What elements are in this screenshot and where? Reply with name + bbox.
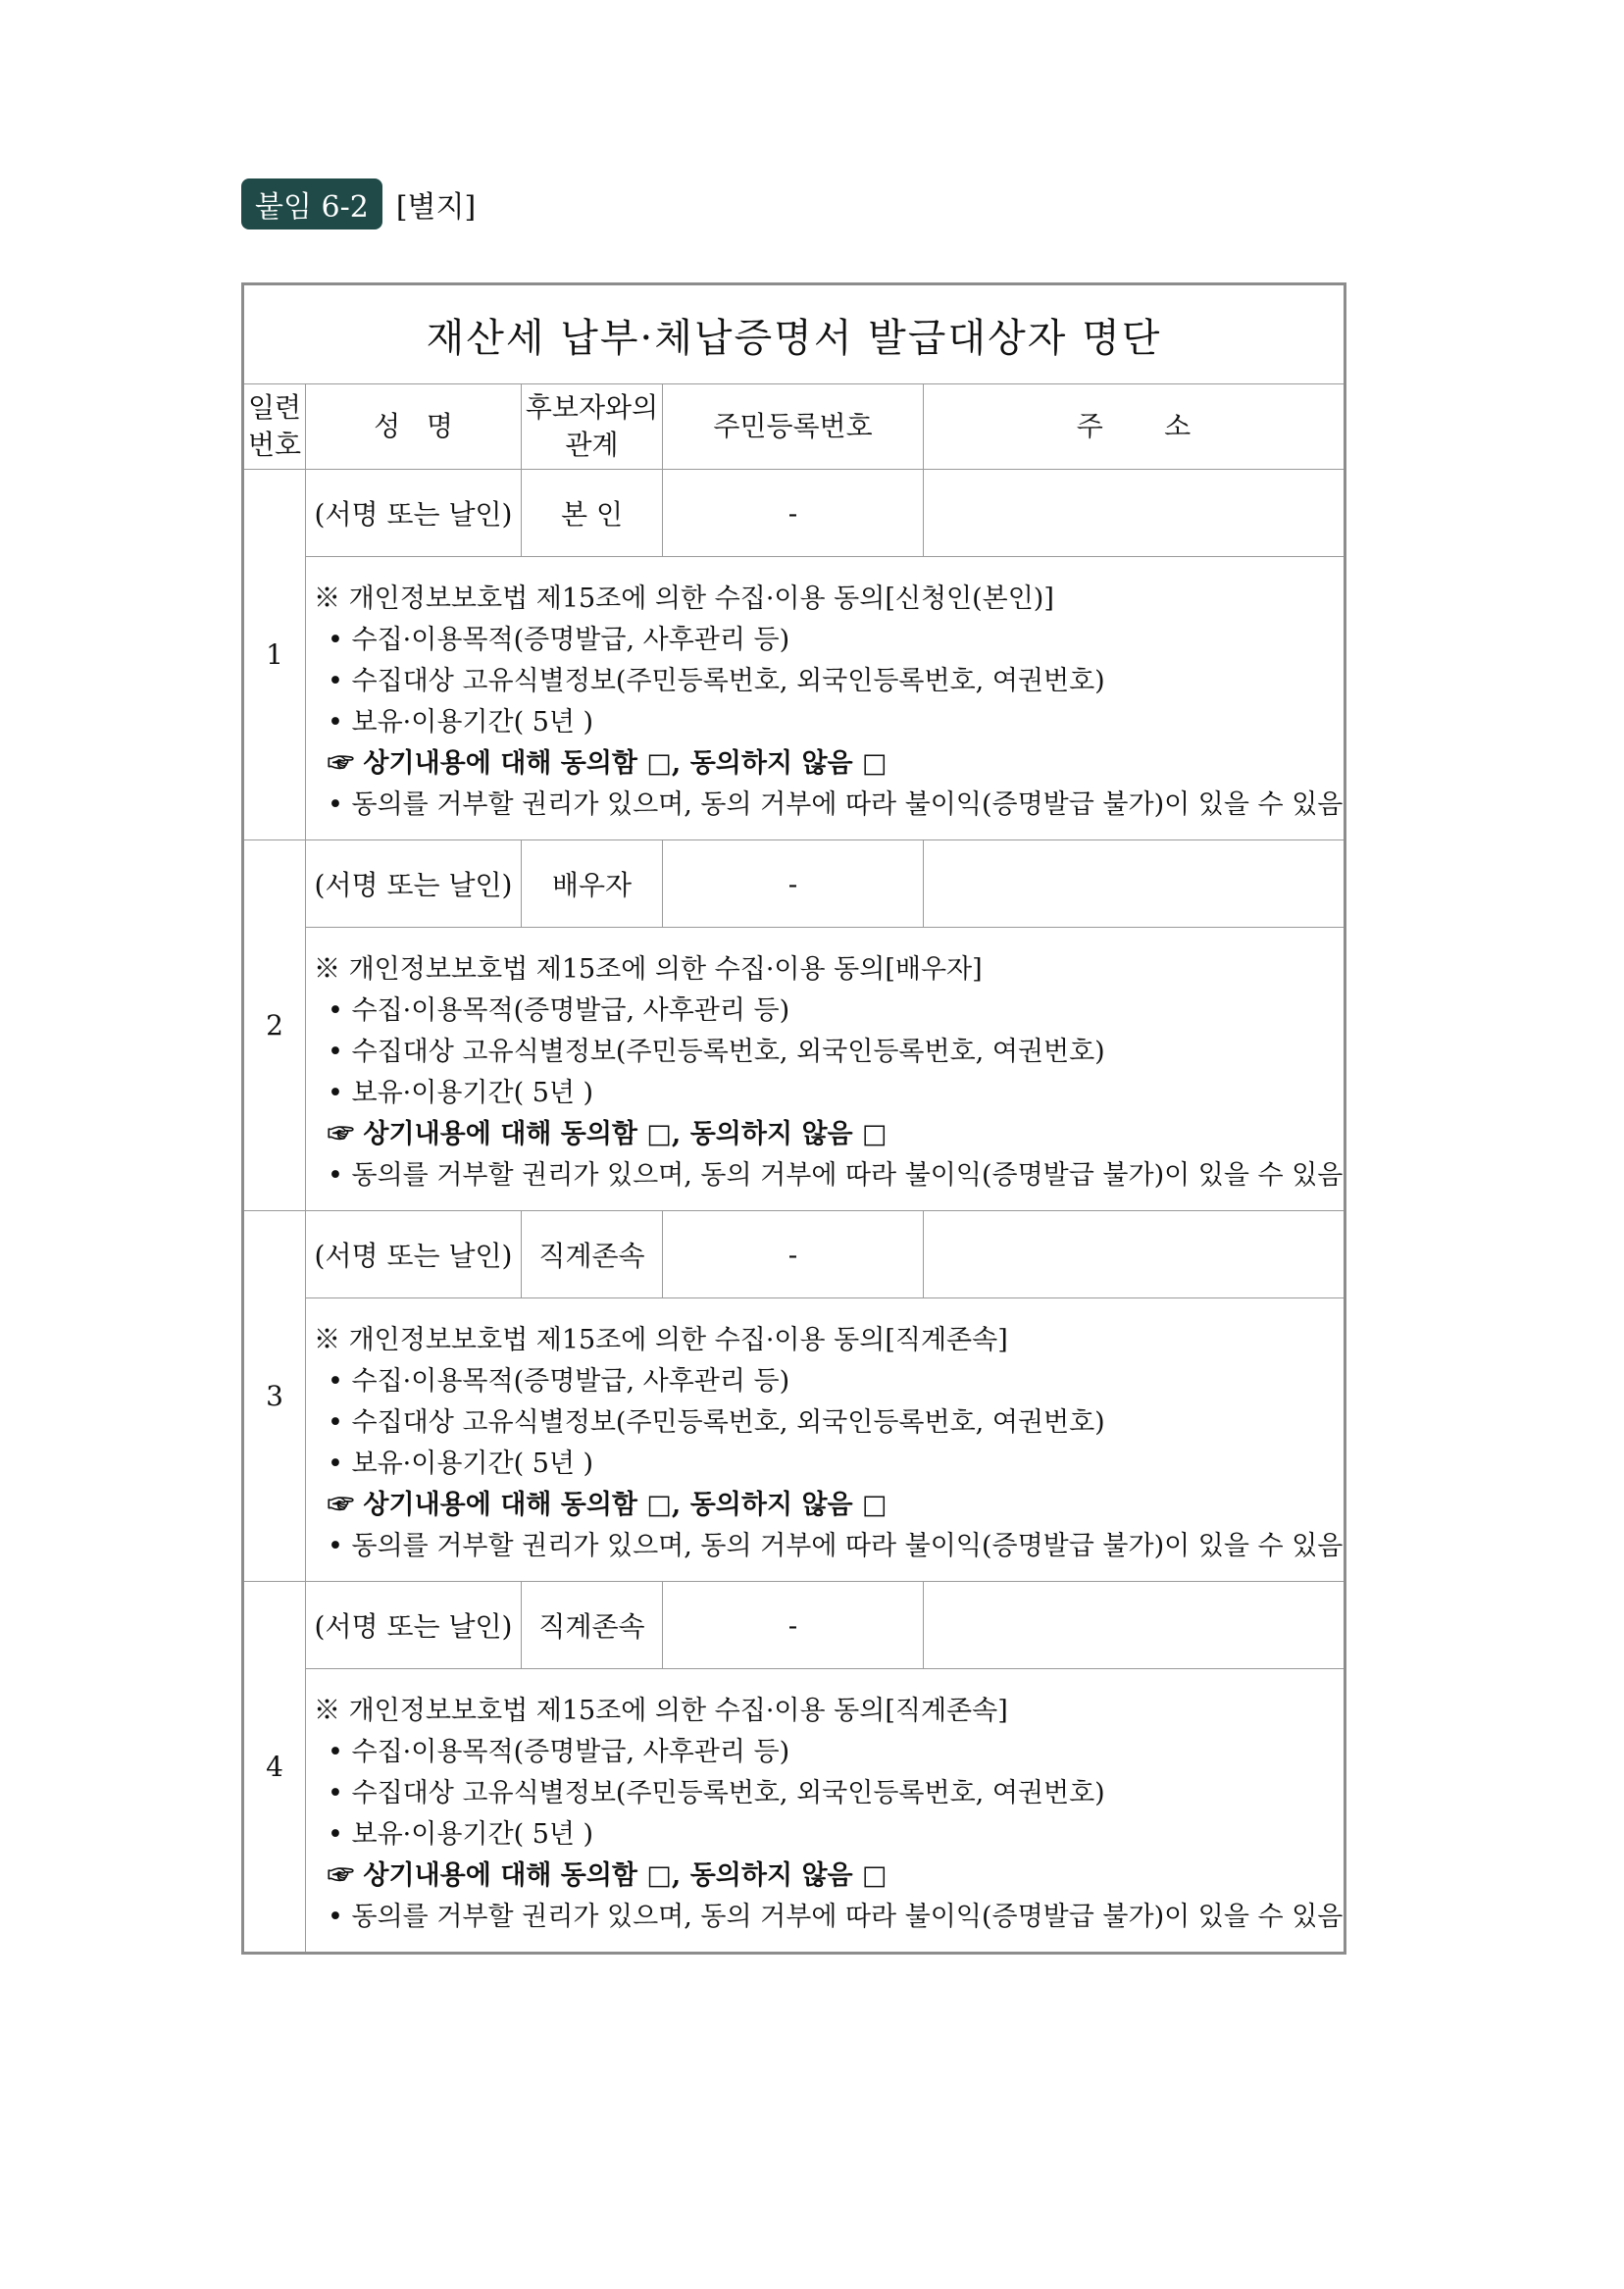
relation-value: 본 인 [522,470,663,557]
consent-purpose: • 수집·이용목적(증명발급, 사후관리 등) [328,1366,790,1397]
serial-number: 1 [243,470,306,840]
consent-title: ※ 개인정보보호법 제15조에 의한 수집·이용 동의[신청인(본인)] [314,584,1054,614]
consent-notice: • 동의를 거부할 권리가 있으며, 동의 거부에 따라 불이익(증명발급 불가)이 있을 수 있음 [328,789,1344,820]
resident-number-field[interactable]: - [663,840,924,928]
consent-items: • 수집대상 고유식별정보(주민등록번호, 외국인등록번호, 여권번호) [328,1778,1105,1808]
header-address: 주 소 [924,384,1345,470]
consent-notice: • 동의를 거부할 권리가 있으며, 동의 거부에 따라 불이익(증명발급 불가)이 있을 수 있음 [328,1160,1344,1191]
consent-agree-checkboxes[interactable]: ☞ 상기내용에 대해 동의함 □, 동의하지 않음 □ [328,748,888,779]
signature-field[interactable]: (서명 또는 날인) [306,1582,522,1669]
table-header-row [243,384,1345,470]
address-field[interactable] [924,1211,1345,1298]
header-serial-number: 일련 번호 [243,384,306,470]
serial-number: 2 [243,840,306,1211]
consent-title: ※ 개인정보보호법 제15조에 의한 수집·이용 동의[배우자] [314,954,983,985]
consent-purpose: • 수집·이용목적(증명발급, 사후관리 등) [328,1737,790,1767]
consent-purpose: • 수집·이용목적(증명발급, 사후관리 등) [328,995,790,1026]
applicant-row [243,840,1345,928]
consent-agree-checkboxes[interactable]: ☞ 상기내용에 대해 동의함 □, 동의하지 않음 □ [328,1119,888,1149]
signature-field[interactable]: (서명 또는 날인) [306,1211,522,1298]
address-field[interactable] [924,1582,1345,1669]
resident-number-field[interactable]: - [663,1582,924,1669]
consent-block [306,557,1345,840]
attachment-badge: 붙임 6-2 [241,178,382,229]
consent-period: • 보유·이용기간( 5년 ) [328,1078,594,1108]
consent-row [243,1298,1345,1582]
consent-items: • 수집대상 고유식별정보(주민등록번호, 외국인등록번호, 여권번호) [328,1407,1105,1438]
consent-items: • 수집대상 고유식별정보(주민등록번호, 외국인등록번호, 여권번호) [328,666,1105,696]
applicant-row [243,470,1345,557]
form-label: [별지] [395,190,477,225]
relation-value: 배우자 [522,840,663,928]
consent-agree-checkboxes[interactable]: ☞ 상기내용에 대해 동의함 □, 동의하지 않음 □ [328,1860,888,1891]
document-header [241,178,476,229]
applicant-row [243,1211,1345,1298]
resident-number-field[interactable]: - [663,1211,924,1298]
consent-period: • 보유·이용기간( 5년 ) [328,1449,594,1479]
consent-block [306,928,1345,1211]
consent-items: • 수집대상 고유식별정보(주민등록번호, 외국인등록번호, 여권번호) [328,1037,1105,1067]
consent-block [306,1669,1345,1954]
consent-row [243,1669,1345,1954]
serial-number: 3 [243,1211,306,1582]
consent-title: ※ 개인정보보호법 제15조에 의한 수집·이용 동의[직계존속] [314,1325,1008,1355]
relation-value: 직계존속 [522,1211,663,1298]
relation-value: 직계존속 [522,1582,663,1669]
consent-row [243,557,1345,840]
signature-field[interactable]: (서명 또는 날인) [306,470,522,557]
consent-period: • 보유·이용기간( 5년 ) [328,1819,594,1850]
consent-block [306,1298,1345,1582]
consent-agree-checkboxes[interactable]: ☞ 상기내용에 대해 동의함 □, 동의하지 않음 □ [328,1490,888,1520]
header-resident-number: 주민등록번호 [663,384,924,470]
consent-title: ※ 개인정보보호법 제15조에 의한 수집·이용 동의[직계존속] [314,1696,1008,1726]
applicant-row [243,1582,1345,1669]
consent-notice: • 동의를 거부할 권리가 있으며, 동의 거부에 따라 불이익(증명발급 불가)이 있을 수 있음 [328,1902,1344,1932]
address-field[interactable] [924,470,1345,557]
header-name: 성 명 [306,384,522,470]
consent-purpose: • 수집·이용목적(증명발급, 사후관리 등) [328,625,790,655]
consent-row [243,928,1345,1211]
document-title: 재산세 납부·체납증명서 발급대상자 명단 [243,284,1345,384]
consent-period: • 보유·이용기간( 5년 ) [328,707,594,738]
consent-notice: • 동의를 거부할 권리가 있으며, 동의 거부에 따라 불이익(증명발급 불가)이 있을 수 있음 [328,1531,1344,1561]
recipient-list-table [241,282,1346,1955]
serial-number: 4 [243,1582,306,1954]
signature-field[interactable]: (서명 또는 날인) [306,840,522,928]
resident-number-field[interactable]: - [663,470,924,557]
address-field[interactable] [924,840,1345,928]
header-relation: 후보자와의 관계 [522,384,663,470]
